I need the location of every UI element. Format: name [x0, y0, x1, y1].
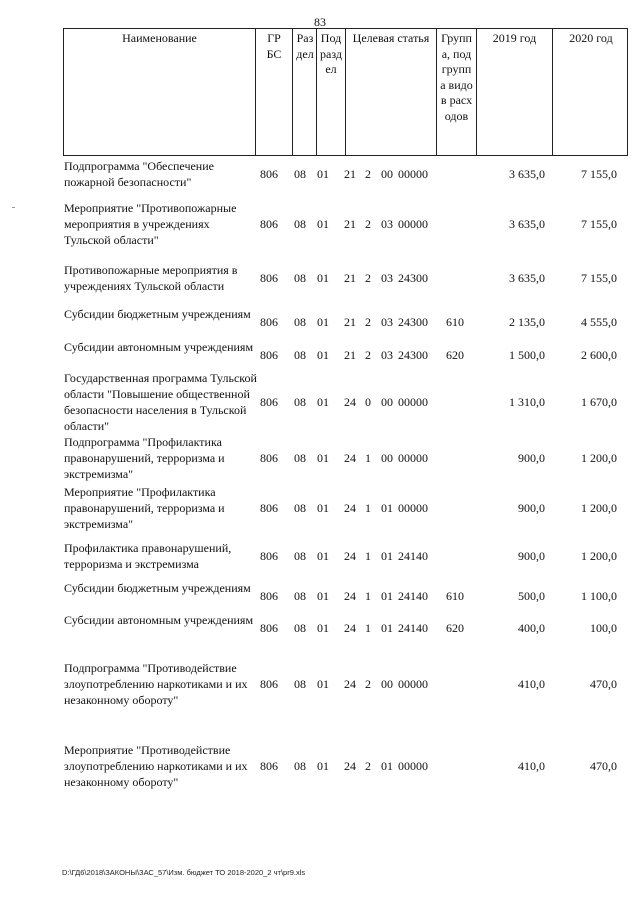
row-name: Подпрограмма "Профилактика правонарушений, терроризма и экстремизма": [64, 435, 225, 481]
cell-cs4: 00000: [398, 501, 428, 515]
cell-cs1: 21: [344, 315, 356, 329]
cell-pr: 01: [317, 501, 329, 515]
cell-cs3: 03: [381, 315, 393, 329]
cell-rz: 08: [294, 451, 306, 465]
row-name: Противопожарные мероприятия в учреждениях Тульской области: [64, 263, 238, 293]
cell-cs4: 24140: [398, 621, 428, 635]
cell-cs4: 00000: [398, 677, 428, 691]
table-row: [0, 262, 640, 294]
cell-cs4: 24300: [398, 271, 428, 285]
cell-v2019: 1 310,0: [509, 395, 545, 409]
cell-cs1: 21: [344, 348, 356, 362]
cell-v2019: 900,0: [518, 451, 545, 465]
cell-cs2: 2: [365, 677, 371, 691]
cell-grbs: 806: [260, 167, 278, 181]
cell-grbs: 806: [260, 677, 278, 691]
table-row: [0, 370, 640, 434]
cell-grbs: 806: [260, 395, 278, 409]
cell-grbs: 806: [260, 217, 278, 231]
header-razdel: Раздел: [292, 29, 316, 155]
header-podrazdel: Подраздел: [316, 29, 345, 155]
cell-grbs: 806: [260, 271, 278, 285]
cell-cs4: 00000: [398, 451, 428, 465]
table-header: [63, 28, 628, 156]
cell-vr: 610: [446, 589, 464, 603]
cell-v2019: 2 135,0: [509, 315, 545, 329]
cell-v2019: 410,0: [518, 677, 545, 691]
cell-rz: 08: [294, 759, 306, 773]
cell-cs2: 0: [365, 395, 371, 409]
cell-pr: 01: [317, 677, 329, 691]
cell-v2020: 1 200,0: [581, 501, 617, 515]
page-number: 83: [314, 15, 326, 29]
row-name: Государственная программа Тульской области "Повышение общественной безопасности населения в Тульской области": [64, 371, 257, 433]
cell-grbs: 806: [260, 315, 278, 329]
cell-cs2: 2: [365, 167, 371, 181]
cell-cs4: 24300: [398, 348, 428, 362]
cell-cs4: 00000: [398, 759, 428, 773]
cell-cs1: 21: [344, 167, 356, 181]
table-row: [0, 612, 640, 644]
cell-vr: 620: [446, 348, 464, 362]
table-row: [0, 339, 640, 371]
cell-rz: 08: [294, 549, 306, 563]
cell-rz: 08: [294, 167, 306, 181]
cell-v2020: 1 200,0: [581, 451, 617, 465]
cell-cs1: 24: [344, 677, 356, 691]
cell-cs3: 01: [381, 549, 393, 563]
header-gruppa: Группа, подгруппа видов расходов: [436, 29, 476, 155]
cell-rz: 08: [294, 501, 306, 515]
cell-cs2: 2: [365, 315, 371, 329]
cell-pr: 01: [317, 167, 329, 181]
cell-cs3: 00: [381, 451, 393, 465]
table-row: [0, 484, 640, 532]
cell-grbs: 806: [260, 451, 278, 465]
cell-pr: 01: [317, 395, 329, 409]
cell-pr: 01: [317, 451, 329, 465]
cell-cs1: 24: [344, 621, 356, 635]
cell-v2020: 7 155,0: [581, 217, 617, 231]
cell-cs2: 1: [365, 451, 371, 465]
cell-cs1: 24: [344, 589, 356, 603]
cell-cs2: 1: [365, 621, 371, 635]
row-name: Субсидии бюджетным учреждениям: [64, 307, 251, 321]
cell-v2019: 900,0: [518, 549, 545, 563]
cell-cs4: 00000: [398, 167, 428, 181]
row-name: Субсидии автономным учреждениям: [64, 613, 254, 627]
cell-rz: 08: [294, 217, 306, 231]
cell-v2019: 3 635,0: [509, 217, 545, 231]
cell-v2019: 500,0: [518, 589, 545, 603]
cell-cs1: 24: [344, 395, 356, 409]
cell-cs1: 21: [344, 271, 356, 285]
cell-cs3: 03: [381, 217, 393, 231]
cell-grbs: 806: [260, 549, 278, 563]
table-row: [0, 200, 640, 248]
cell-cs3: 01: [381, 759, 393, 773]
cell-cs2: 2: [365, 348, 371, 362]
row-name: Мероприятие "Противопожарные мероприятия в учреждениях Тульской области": [64, 201, 237, 247]
cell-cs3: 01: [381, 621, 393, 635]
cell-v2019: 410,0: [518, 759, 545, 773]
cell-cs4: 00000: [398, 395, 428, 409]
cell-pr: 01: [317, 271, 329, 285]
cell-v2019: 3 635,0: [509, 167, 545, 181]
cell-vr: 610: [446, 315, 464, 329]
cell-pr: 01: [317, 549, 329, 563]
cell-v2020: 100,0: [590, 621, 617, 635]
cell-cs3: 01: [381, 589, 393, 603]
cell-cs3: 03: [381, 271, 393, 285]
cell-cs2: 2: [365, 759, 371, 773]
cell-v2020: 1 100,0: [581, 589, 617, 603]
cell-v2020: 4 555,0: [581, 315, 617, 329]
cell-pr: 01: [317, 589, 329, 603]
cell-rz: 08: [294, 589, 306, 603]
row-name: Подпрограмма "Противодействие злоупотреблению наркотиками и их незаконному обороту": [64, 661, 248, 707]
cell-v2019: 1 500,0: [509, 348, 545, 362]
cell-v2019: 400,0: [518, 621, 545, 635]
cell-v2020: 1 200,0: [581, 549, 617, 563]
header-celevaya: Целевая статья: [345, 29, 436, 155]
cell-cs3: 01: [381, 501, 393, 515]
cell-pr: 01: [317, 348, 329, 362]
cell-cs1: 24: [344, 451, 356, 465]
cell-cs1: 24: [344, 501, 356, 515]
cell-vr: 620: [446, 621, 464, 635]
cell-grbs: 806: [260, 501, 278, 515]
cell-rz: 08: [294, 677, 306, 691]
cell-v2020: 1 670,0: [581, 395, 617, 409]
cell-grbs: 806: [260, 348, 278, 362]
cell-rz: 08: [294, 348, 306, 362]
row-name: Профилактика правонарушений, терроризма и экстремизма: [64, 541, 232, 571]
row-name: Мероприятие "Противодействие злоупотреблению наркотиками и их незаконному обороту": [64, 743, 248, 789]
cell-grbs: 806: [260, 589, 278, 603]
table-row: [0, 660, 640, 708]
cell-cs1: 21: [344, 217, 356, 231]
header-grbs: ГРБС: [255, 29, 292, 155]
cell-cs2: 2: [365, 271, 371, 285]
cell-v2020: 2 600,0: [581, 348, 617, 362]
cell-grbs: 806: [260, 759, 278, 773]
cell-rz: 08: [294, 395, 306, 409]
cell-cs2: 1: [365, 589, 371, 603]
cell-v2020: 7 155,0: [581, 271, 617, 285]
cell-cs3: 00: [381, 677, 393, 691]
cell-cs4: 00000: [398, 217, 428, 231]
cell-pr: 01: [317, 315, 329, 329]
cell-grbs: 806: [260, 621, 278, 635]
cell-cs4: 24140: [398, 589, 428, 603]
table-row: [0, 742, 640, 790]
cell-v2019: 900,0: [518, 501, 545, 515]
row-name: Субсидии автономным учреждениям: [64, 340, 254, 354]
cell-rz: 08: [294, 621, 306, 635]
cell-rz: 08: [294, 315, 306, 329]
cell-v2020: 470,0: [590, 677, 617, 691]
margin-mark: [12, 207, 15, 208]
row-name: Субсидии бюджетным учреждениям: [64, 581, 251, 595]
cell-cs2: 1: [365, 549, 371, 563]
cell-cs2: 2: [365, 217, 371, 231]
cell-rz: 08: [294, 271, 306, 285]
cell-cs1: 24: [344, 759, 356, 773]
cell-cs3: 03: [381, 348, 393, 362]
row-name: Подпрограмма "Обеспечение пожарной безопасности": [64, 159, 214, 189]
header-2020: 2020 год: [552, 29, 629, 155]
cell-v2019: 3 635,0: [509, 271, 545, 285]
cell-cs4: 24300: [398, 315, 428, 329]
cell-v2020: 7 155,0: [581, 167, 617, 181]
cell-pr: 01: [317, 621, 329, 635]
cell-cs2: 1: [365, 501, 371, 515]
footer-file-path: D:\ГД6\2018\ЗАКОНЫ\ЗАС_57\Изм. бюджет ТО 2018-2020_2 чт\pr9.xls: [62, 868, 306, 877]
cell-cs1: 24: [344, 549, 356, 563]
table-row: [0, 306, 640, 338]
row-name: Мероприятие "Профилактика правонарушений, терроризма и экстремизма": [64, 485, 225, 531]
table-row: [0, 434, 640, 482]
table-row: [0, 158, 640, 190]
table-row: [0, 540, 640, 572]
header-2019: 2019 год: [476, 29, 552, 155]
header-name: Наименование: [122, 31, 197, 45]
cell-pr: 01: [317, 217, 329, 231]
cell-v2020: 470,0: [590, 759, 617, 773]
table-row: [0, 580, 640, 612]
cell-pr: 01: [317, 759, 329, 773]
cell-cs4: 24140: [398, 549, 428, 563]
cell-cs3: 00: [381, 167, 393, 181]
cell-cs3: 00: [381, 395, 393, 409]
